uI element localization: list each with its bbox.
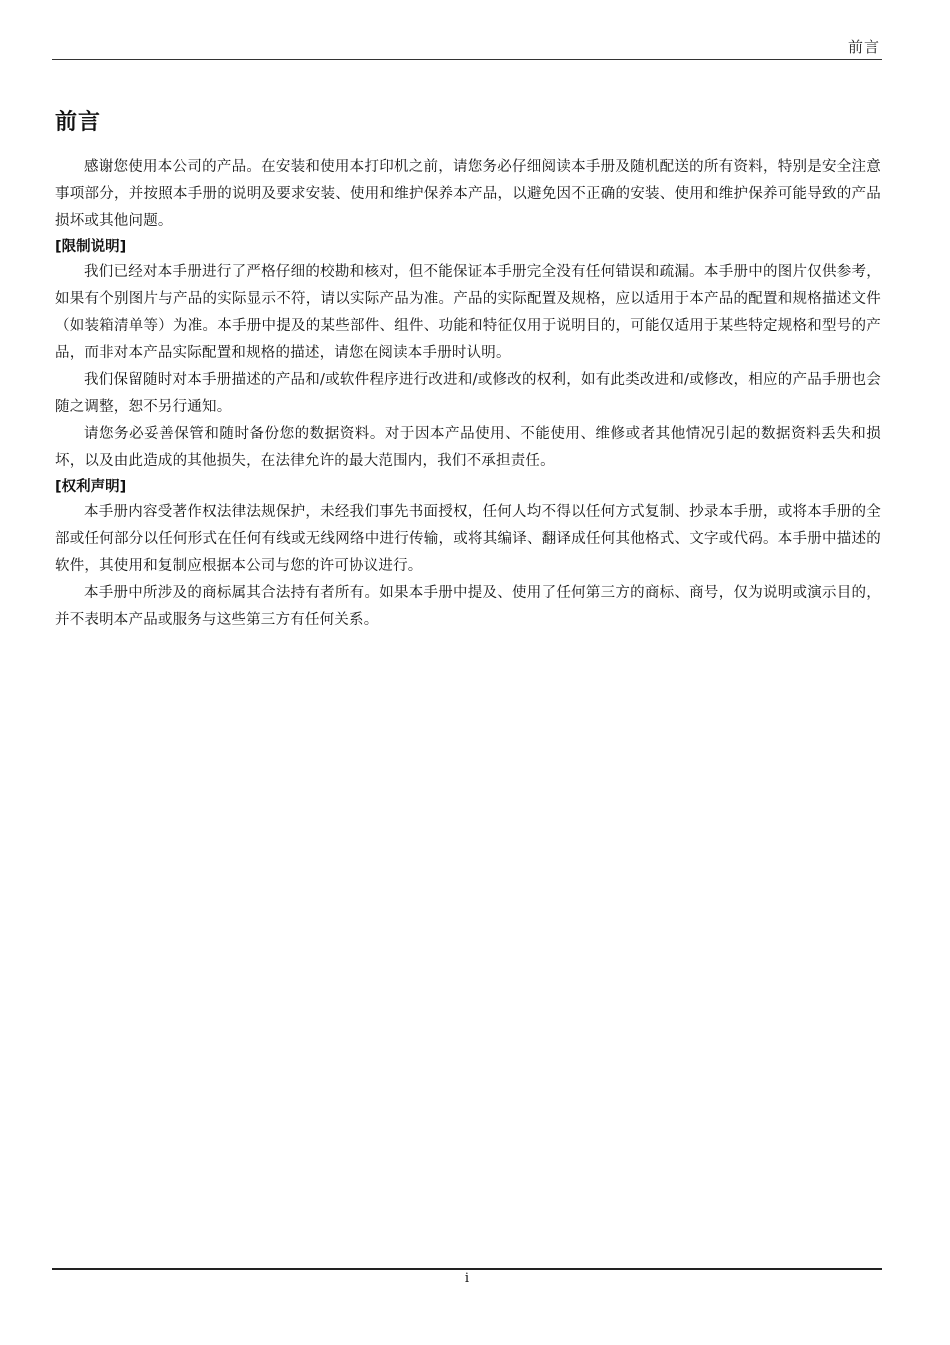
paragraph: 本手册中所涉及的商标属其合法持有者所有。如果本手册中提及、使用了任何第三方的商标、商号，仅为说明或演示目的，并不表明本产品或服务与这些第三方有任何关系。 [55, 585, 881, 628]
running-header-title: 前言 [847, 38, 880, 56]
page-header [52, 34, 882, 60]
page-footer [52, 1268, 882, 1286]
paragraph: 本手册内容受著作权法律法规保护，未经我们事先书面授权，任何人均不得以任何方式复制、抄录本手册，或将本手册的全部或任何部分以任何形式在任何有线或无线网络中进行传输，或将其编译、翻译成任何其他格式、文字或代码。本手册中描述的软件，其使用和复制应根据本公司与您的许可协议进行。 [55, 504, 881, 574]
intro-paragraph: 感谢您使用本公司的产品。在安装和使用本打印机之前，请您务必仔细阅读本手册及随机配送的所有资料，特别是安全注意事项部分，并按照本手册的说明及要求安装、使用和维护保养本产品，以避免因不正确的安装、使用和维护保养可能导致的产品损坏或其他问题。 [55, 159, 881, 229]
section-heading: [限制说明] [55, 239, 127, 255]
paragraph: 请您务必妥善保管和随时备份您的数据资料。对于因本产品使用、不能使用、维修或者其他情况引起的数据资料丢失和损坏，以及由此造成的其他损失，在法律允许的最大范围内，我们不承担责任。 [55, 426, 881, 469]
paragraph: 我们已经对本手册进行了严格仔细的校勘和核对，但不能保证本手册完全没有任何错误和疏漏。本手册中的图片仅供参考，如果有个别图片与产品的实际显示不符，请以实际产品为准。产品的实际配置及规格，应以适用于本产品的配置和规格描述文件（如装箱清单等）为准。本手册中提及的某些部件、组件、功能和特征仅用于说明目的，可能仅适用于某些特定规格和型号的产品，而非对本产品实际配置和规格的描述，请您在阅读本手册时认明。 [55, 264, 881, 361]
page-number: i [464, 1271, 470, 1286]
document-body [55, 106, 881, 634]
paragraph: 我们保留随时对本手册描述的产品和/或软件程序进行改进和/或修改的权利，如有此类改进和/或修改，相应的产品手册也会随之调整，恕不另行通知。 [55, 372, 881, 415]
section-limitations [55, 235, 881, 475]
section-heading: [权利声明] [55, 479, 127, 495]
page-title: 前言 [55, 110, 102, 135]
section-rights [55, 475, 881, 634]
